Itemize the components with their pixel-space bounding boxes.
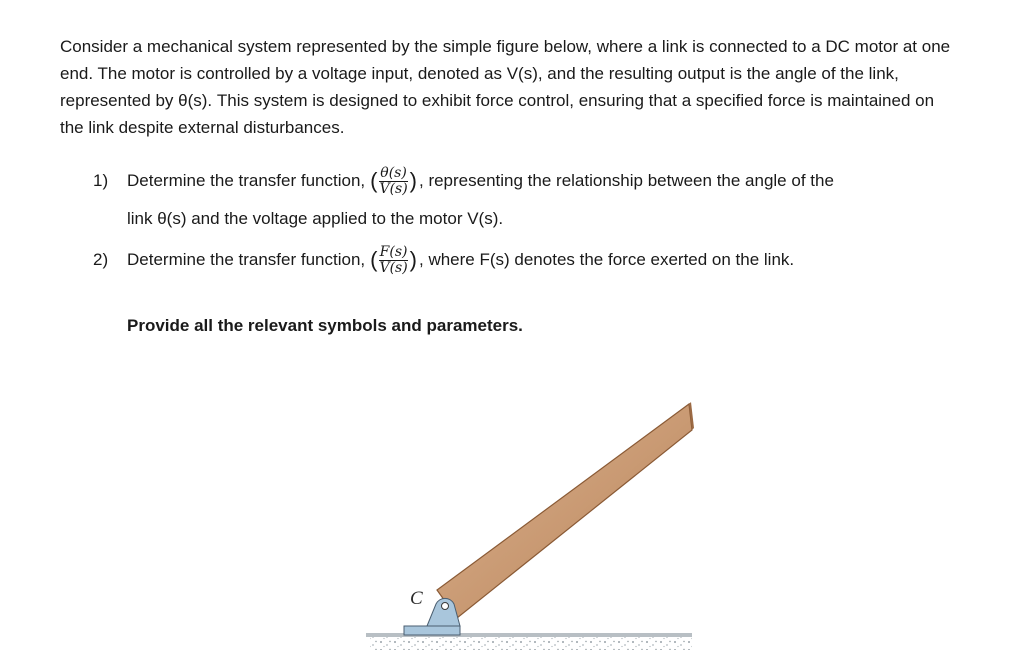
fraction-numerator: F(s)	[379, 243, 408, 260]
pin-label: C	[410, 588, 423, 609]
question-lead: Determine the transfer function,	[127, 171, 366, 190]
intro-paragraph: Consider a mechanical system represented by the simple figure below, where a link is connected to a DC motor at one end. The motor is controlled by a voltage input, denoted as V(s), and the resulting output is the angle of the link, represented by θ(s). This system is designed to exhibit force control, ensuring that a specified force is maintained on the link despite external disturbances.	[60, 37, 951, 137]
fraction-numerator: θ(s)	[380, 164, 407, 181]
question-lead: Determine the transfer function,	[127, 250, 366, 269]
instruction-note: Provide all the relevant symbols and parameters.	[127, 316, 523, 335]
question-number: 2)	[93, 250, 109, 269]
question-continuation: link θ(s) and the voltage applied to the motor V(s).	[127, 209, 504, 228]
fraction-denominator: V(s)	[379, 259, 408, 276]
open-paren: (	[370, 247, 378, 272]
ground	[366, 633, 692, 650]
open-paren: (	[370, 168, 378, 193]
close-paren: )	[409, 168, 417, 193]
link-bar	[437, 404, 692, 618]
fraction-denominator: V(s)	[379, 180, 408, 197]
ground-hatch	[370, 637, 692, 650]
pin-hole	[442, 603, 449, 610]
close-paren: )	[409, 247, 417, 272]
question-number: 1)	[93, 171, 109, 190]
question-tail: , where F(s) denotes the force exerted on the link.	[419, 250, 795, 269]
question-tail: , representing the relationship between the angle of the	[419, 171, 834, 190]
support-base	[404, 626, 460, 635]
